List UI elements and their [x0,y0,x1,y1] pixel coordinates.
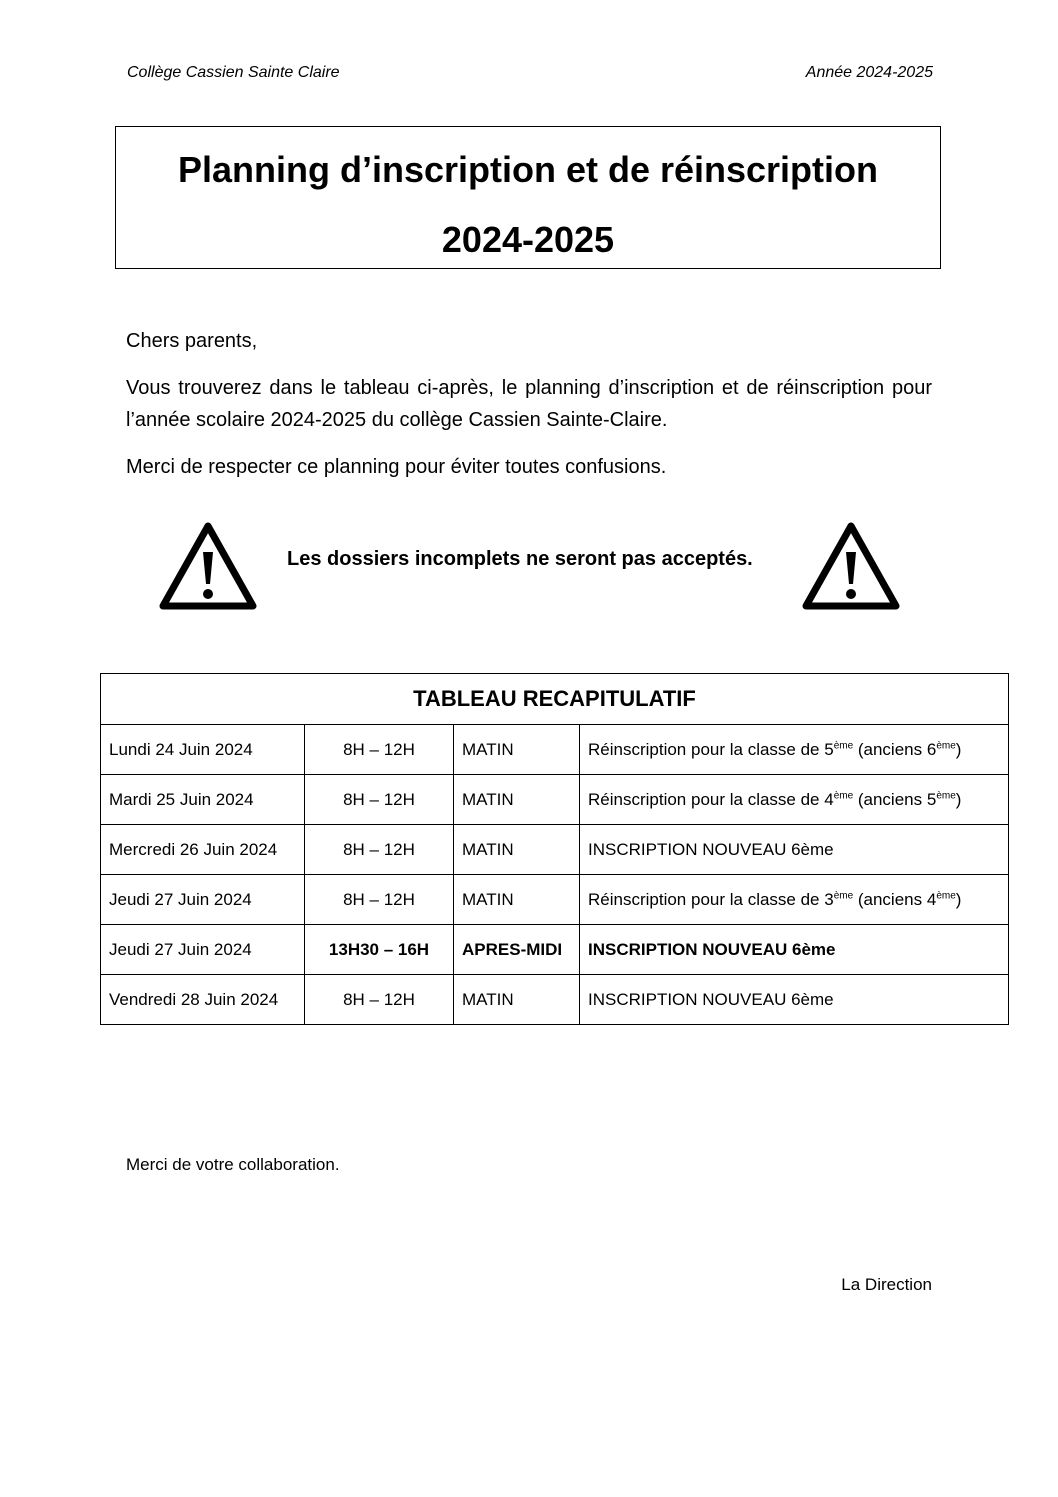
table-row [101,725,1009,775]
page-title-year: 2024-2025 [441,219,615,260]
row-date: Jeudi 27 Juin 2024 [101,925,305,975]
table-row [101,925,1009,975]
row-date: Mardi 25 Juin 2024 [101,775,305,825]
row-time: 8H – 12H [305,825,454,875]
row-period: APRES-MIDI [454,925,580,975]
row-period: MATIN [454,875,580,925]
recap-table [100,673,1009,1025]
table-row [101,875,1009,925]
row-time: 8H – 12H [305,725,454,775]
table-row [101,975,1009,1025]
row-date: Mercredi 26 Juin 2024 [101,825,305,875]
row-date: Lundi 24 Juin 2024 [101,725,305,775]
page-title: Planning d’inscription et de réinscription [177,149,879,190]
intro-paragraph: Vous trouverez dans le tableau ci-après, le planning d’inscription et de réinscription pour l’année scolaire 2024-2025 du collège Cassien Sainte-Claire. [126,377,932,431]
row-description: Réinscription pour la classe de 3ème (anciens 4ème) [580,875,1009,925]
greeting-text: Chers parents, [126,330,258,352]
row-period: MATIN [454,725,580,775]
table-row [101,825,1009,875]
row-time: 13H30 – 16H [305,925,454,975]
row-date: Jeudi 27 Juin 2024 [101,875,305,925]
closing-text: Merci de votre collaboration. [126,1155,340,1174]
table-title: TABLEAU RECAPITULATIF [101,674,1009,725]
header-school-name: Collège Cassien Sainte Claire [127,64,340,81]
title-box [115,126,941,269]
header-school-year: Année 2024-2025 [805,64,933,81]
warning-message: Les dossiers incomplets ne seront pas acceptés. [287,548,753,570]
warning-triangle-icon [802,522,900,610]
table-row [101,775,1009,825]
row-description: INSCRIPTION NOUVEAU 6ème [580,925,1009,975]
row-description: Réinscription pour la classe de 4ème (anciens 5ème) [580,775,1009,825]
row-date: Vendredi 28 Juin 2024 [101,975,305,1025]
row-period: MATIN [454,825,580,875]
row-description: Réinscription pour la classe de 5ème (anciens 6ème) [580,725,1009,775]
signature: La Direction [841,1275,932,1294]
row-period: MATIN [454,975,580,1025]
warning-triangle-icon [159,522,257,610]
row-description: INSCRIPTION NOUVEAU 6ème [580,975,1009,1025]
row-time: 8H – 12H [305,975,454,1025]
row-time: 8H – 12H [305,875,454,925]
row-description: INSCRIPTION NOUVEAU 6ème [580,825,1009,875]
respect-paragraph: Merci de respecter ce planning pour éviter toutes confusions. [126,456,667,478]
row-time: 8H – 12H [305,775,454,825]
row-period: MATIN [454,775,580,825]
